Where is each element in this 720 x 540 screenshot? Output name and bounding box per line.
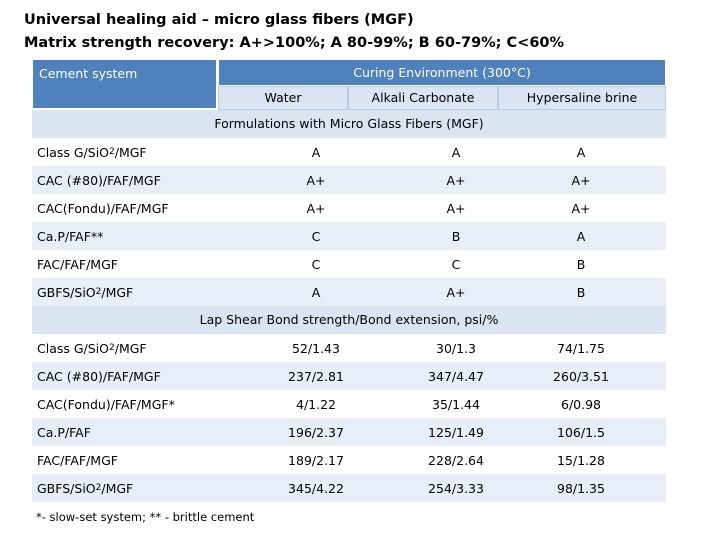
table-row (32, 222, 666, 250)
curing-environment-label: Curing Environment (300°C) (353, 65, 531, 80)
value-alkali: A+ (446, 284, 466, 300)
table-row (32, 194, 666, 222)
row-formulation: Class G/SiO 2 /MGF (37, 340, 147, 356)
value-alkali: A+ (446, 200, 466, 216)
value-brine: 106/1.5 (557, 424, 605, 440)
value-brine: A+ (571, 200, 591, 216)
value-alkali: A (451, 144, 461, 160)
curing-environment-header (218, 59, 666, 86)
table-row (32, 390, 666, 418)
row-formulation: Class G/SiO 2 /MGF (37, 144, 147, 160)
row-formulation: CAC (#80)/FAF/MGF (37, 172, 161, 188)
env-header-brine: Hypersaline brine (498, 86, 666, 110)
table-row (32, 166, 666, 194)
value-brine: B (576, 284, 586, 300)
cement-system-label: Cement system (39, 66, 138, 81)
row-formulation: Ca.P/FAF (37, 424, 91, 440)
table-row (32, 362, 666, 390)
row-formulation: FAC/FAF/MGF (37, 452, 118, 468)
page-subtitle: Matrix strength recovery: A+>100%; A 80-99%; B 60-79%; C<60% (24, 35, 565, 51)
value-water: 237/2.81 (288, 368, 344, 384)
value-water: C (311, 228, 321, 244)
row-formulation: Ca.P/FAF** (37, 228, 104, 244)
value-brine: 6/0.98 (561, 396, 601, 412)
table-row (32, 474, 666, 502)
value-alkali: 30/1.3 (436, 340, 476, 356)
page-title: Universal healing aid – micro glass fibers (MGF) (24, 12, 414, 28)
value-alkali: 125/1.49 (428, 424, 484, 440)
table-row (32, 250, 666, 278)
env-header-water: Water (218, 86, 348, 110)
row-formulation: GBFS/SiO 2 /MGF (37, 284, 134, 300)
section1-title: Formulations with Micro Glass Fibers (MGF) (32, 110, 666, 138)
value-water: 4/1.22 (296, 396, 336, 412)
footnote: *- slow-set system; ** - brittle cement (36, 510, 255, 524)
value-water: A (311, 284, 321, 300)
cement-system-header (32, 59, 217, 109)
table-row (32, 418, 666, 446)
table-row (32, 446, 666, 474)
value-alkali: A+ (446, 172, 466, 188)
value-water: 196/2.37 (288, 424, 344, 440)
value-water: A (311, 144, 321, 160)
value-water: A+ (306, 200, 326, 216)
table-row (32, 278, 666, 306)
value-brine: 98/1.35 (557, 480, 605, 496)
row-formulation: CAC(Fondu)/FAF/MGF (37, 200, 169, 216)
table-row (32, 334, 666, 362)
value-alkali: 347/4.47 (428, 368, 484, 384)
section2-title: Lap Shear Bond strength/Bond extension, psi/% (32, 306, 666, 334)
value-brine: 74/1.75 (557, 340, 605, 356)
value-brine: A (576, 228, 586, 244)
value-alkali: C (451, 256, 461, 272)
value-water: 189/2.17 (288, 452, 344, 468)
value-water: 52/1.43 (292, 340, 340, 356)
value-brine: 15/1.28 (557, 452, 605, 468)
value-alkali: 228/2.64 (428, 452, 484, 468)
value-alkali: 254/3.33 (428, 480, 484, 496)
row-formulation: FAC/FAF/MGF (37, 256, 118, 272)
value-water: A+ (306, 172, 326, 188)
value-brine: B (576, 256, 586, 272)
value-water: C (311, 256, 321, 272)
value-brine: 260/3.51 (553, 368, 609, 384)
row-formulation: CAC (#80)/FAF/MGF (37, 368, 161, 384)
value-brine: A+ (571, 172, 591, 188)
env-header-alkali: Alkali Carbonate (348, 86, 498, 110)
value-alkali: 35/1.44 (432, 396, 480, 412)
value-brine: A (576, 144, 586, 160)
value-water: 345/4.22 (288, 480, 344, 496)
row-formulation: CAC(Fondu)/FAF/MGF* (37, 396, 175, 412)
row-formulation: GBFS/SiO 2 /MGF (37, 480, 134, 496)
table-row (32, 138, 666, 166)
value-alkali: B (451, 228, 461, 244)
